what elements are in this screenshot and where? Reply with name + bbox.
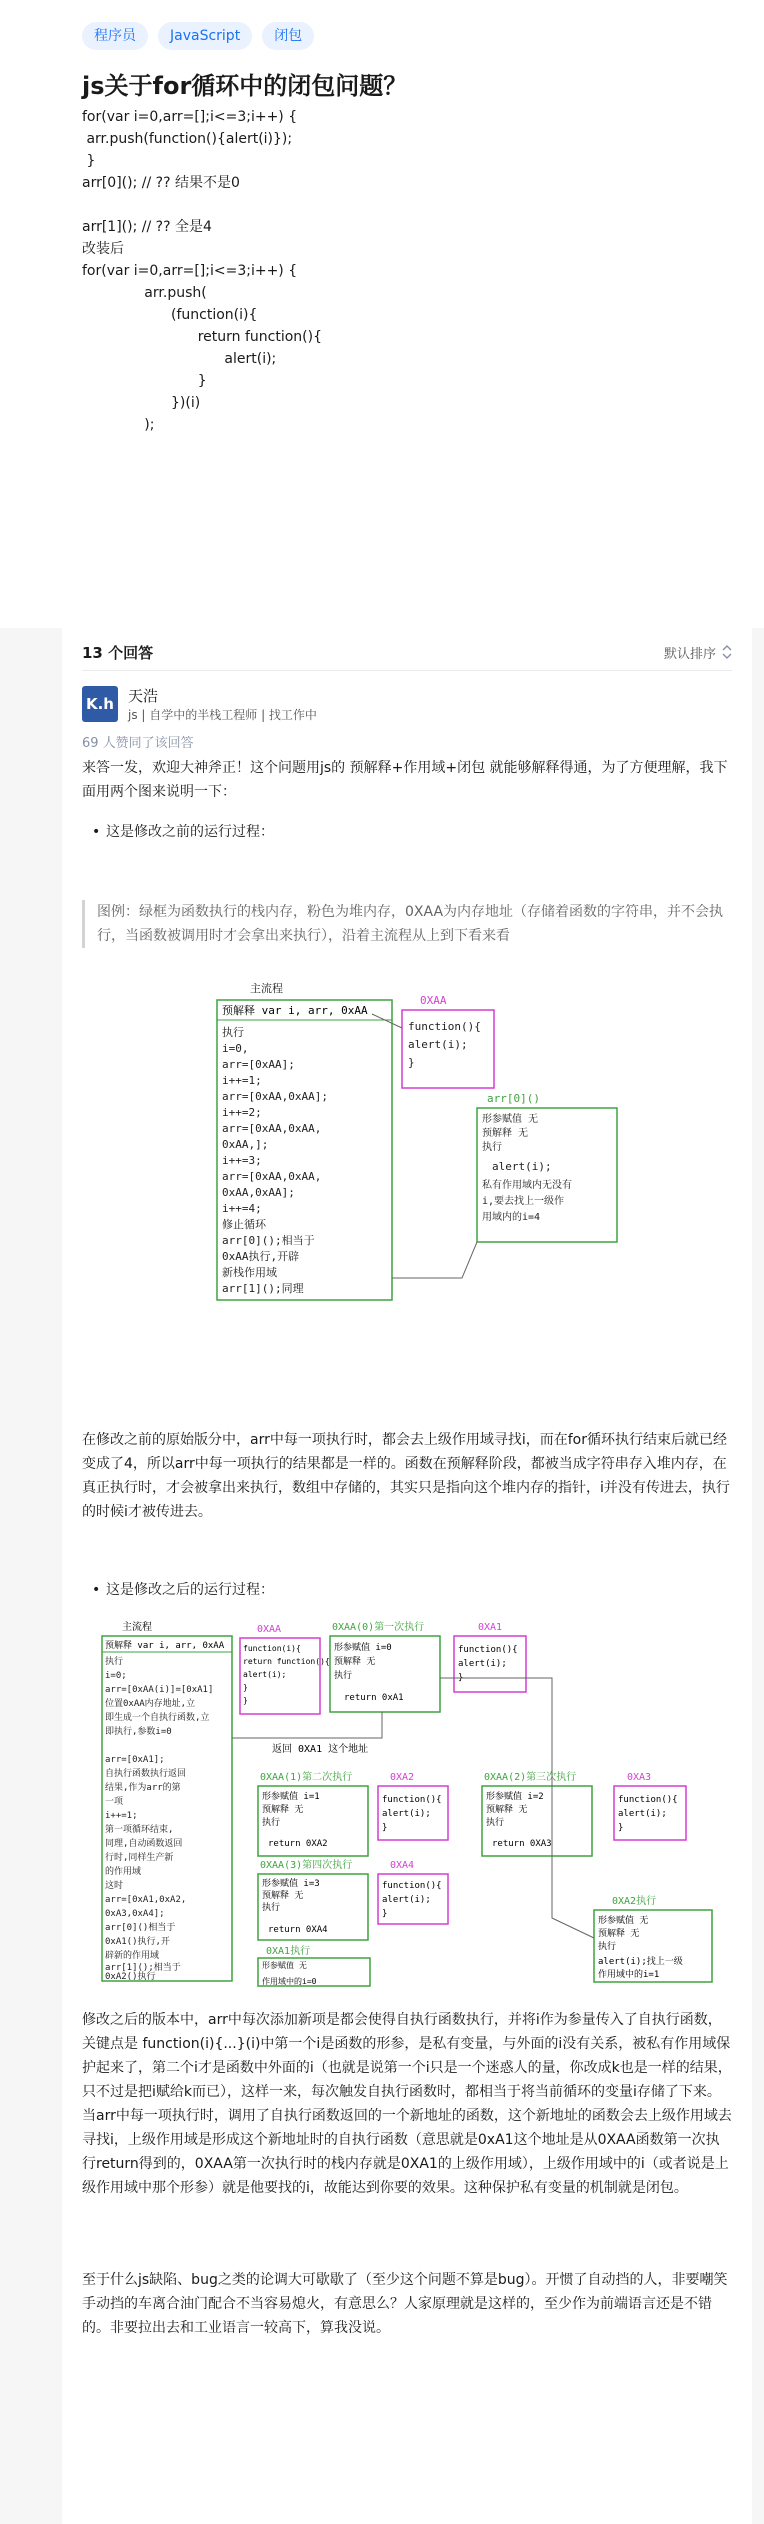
tag-closure[interactable]: 闭包 <box>262 22 314 50</box>
d1-exec-rows <box>482 1112 572 1223</box>
d2-heap-line: alert(i); <box>243 1670 287 1679</box>
d2-top-row: 预解释 无 <box>334 1657 376 1667</box>
d2-line: 自执行函数执行返回 <box>105 1769 187 1779</box>
d2-a4-line: function(){ <box>382 1881 442 1891</box>
d2-fourth-row: return 0XA4 <box>268 1925 328 1935</box>
d2-heap-line: function(i){ <box>243 1644 301 1653</box>
d2-fourth-row: 形参赋值 i=3 <box>262 1879 320 1889</box>
d2-a1-line: function(){ <box>458 1645 518 1655</box>
d2-a3-line: function(){ <box>618 1795 678 1805</box>
d2-a4-line: } <box>382 1909 388 1919</box>
code-line: ); <box>82 417 155 433</box>
code-line: arr[0](); // ?? 结果不是0 <box>82 175 240 191</box>
d1-line: i++=4; <box>222 1202 262 1215</box>
d2-line: 0xA3,0xA4]; <box>105 1909 165 1919</box>
d1-exec-line: alert(i); <box>492 1160 552 1173</box>
code-line: (function(i){ <box>82 307 258 323</box>
d1-line: arr=[0xAA,0xAA]; <box>222 1090 328 1103</box>
d1-exec-line: 私有作用域内无没有 <box>482 1180 572 1191</box>
d1-line: arr=[0xAA]; <box>222 1058 295 1071</box>
d2-second-row: return 0XA2 <box>268 1839 328 1849</box>
d2-line: 行时,同样生产新 <box>105 1853 174 1863</box>
para-after: 修改之后的版本中，arr中每次添加新项是都会使得自执行函数执行，并将i作为参量传入了自执行函数，关键点是 function(i){...}(i)中第一个i是函数的形参，是私有变量，与外面的i没有关系，被私有作用域保护起来了，第二个i才是函数中外面的i（也就是说第一个i只是一个迷惑人的量，你改成k也是一样的结果，只不过是把i赋给k而已），这样一来，每次触发自执行函数时，都相当于将当前循环的变量i存储了下来。当arr中每一项执行时，调用了自执行函数返回的一个新地址的函数，这个新地址的函数会去上级作用域去寻找i，上级作用域是形成这个新地址时的自执行函数（意思就是0xA1这个地址是从0XAA函数第一次执行return得到的，0XAA第一次执行时的栈内存就是0XA1的上级作用域），上级作用域中的i（或者说是上级作用域中那个形参）就是他要找的i，故能达到你要的效果。这种保护私有变量的机制就是闭包。 <box>82 2012 732 2196</box>
d1-exec-row: 预解释 无 <box>482 1128 529 1139</box>
d2-top-row: 形参赋值 i=0 <box>334 1643 392 1653</box>
para-conclusion: 至于什么js缺陷、bug之类的论调大可歇歇了（至少这个问题不算是bug）。开惯了自动挡的人，非要嘲笑手动挡的车离合油门配合不当容易熄火，有意思么？人家原理就是这样的，至少作为前端语言还是不错的。非要拉出去和工业语言一较高下，算我没说。 <box>82 2272 728 2336</box>
d2-heap-label: 0XAA <box>257 1624 282 1635</box>
d2-line: i++=1; <box>105 1811 138 1821</box>
d1-line: i++=3; <box>222 1154 262 1167</box>
d2-heap-lines <box>243 1644 330 1705</box>
d2-line: 位置0xAA内存地址,立 <box>105 1699 196 1709</box>
d2-ex2-row: 执行 <box>598 1942 617 1952</box>
d2-third-title: 0XAA(2)第三次执行 <box>484 1772 577 1783</box>
d1-exec-row: 形参赋值 无 <box>482 1114 539 1125</box>
diagram-after <box>82 1618 732 1988</box>
d1-line: 新栈作用域 <box>222 1266 277 1279</box>
d2-second-rows <box>262 1790 328 1849</box>
d1-line: arr=[0xAA,0xAA, <box>222 1170 322 1183</box>
d1-line: arr[1]();同理 <box>222 1282 304 1295</box>
d2-a4-lines <box>382 1881 442 1919</box>
code-line: return function(){ <box>82 329 322 345</box>
d2-second-row: 形参赋值 i=1 <box>262 1792 320 1802</box>
d2-ex2-rows <box>598 1914 683 1980</box>
code-line: 改装后 <box>82 241 124 257</box>
d2-line: 第一项循环结束, <box>105 1825 174 1835</box>
d2-line: 结果,作为arr的第 <box>105 1783 181 1793</box>
d2-a4-label: 0XA4 <box>390 1860 415 1871</box>
d2-ex1-row: 作用域中的i=0 <box>262 1977 317 1986</box>
d2-ex1-row: 形参赋值 无 <box>262 1961 307 1970</box>
d1-exec-line: i,要去找上一级作 <box>482 1196 565 1207</box>
d2-heap-line: } <box>243 1696 248 1705</box>
d2-a1-lines <box>458 1645 518 1683</box>
d1-line: 执行 <box>222 1026 244 1039</box>
d1-line: arr=[0xAA,0xAA, <box>222 1122 322 1135</box>
d2-line: arr=[0xA1]; <box>105 1755 165 1765</box>
vote-count: 69 人赞同了该回答 <box>82 736 194 751</box>
arrow-icon <box>392 1242 477 1278</box>
d1-title: 主流程 <box>250 982 283 995</box>
d2-title: 主流程 <box>122 1622 152 1633</box>
d2-top-title: 0XAA(0)第一次执行 <box>332 1622 425 1633</box>
d2-line: 执行 <box>105 1657 124 1667</box>
legend-quote: 图例：绿框为函数执行的栈内存，粉色为堆内存，0XAA为内存地址（存储着函数的字符串，并不会执行，当函数被调用时才会拿出来执行），沿着主流程从上到下看来看 <box>82 900 737 948</box>
code-line: for(var i=0,arr=[];i<=3;i++) { <box>82 263 298 279</box>
d1-line: i=0, <box>222 1042 249 1055</box>
d2-a3-line: } <box>618 1823 624 1833</box>
d2-top-row: 执行 <box>334 1671 353 1681</box>
d2-a2-lines <box>382 1795 442 1833</box>
code-line <box>82 194 322 216</box>
d2-third-row: 执行 <box>486 1818 505 1828</box>
d2-a2-line: function(){ <box>382 1795 442 1805</box>
sort-icon <box>722 645 732 659</box>
d1-line: 0xAA执行,开辟 <box>222 1250 300 1263</box>
d2-ex2-row: alert(i);找上一级 <box>598 1957 683 1967</box>
d2-line: 0xA2()执行 <box>105 1972 156 1982</box>
d2-fourth-row: 预解释 无 <box>262 1891 304 1901</box>
d2-second-row: 预解释 无 <box>262 1805 304 1815</box>
d2-third-row: 形参赋值 i=2 <box>486 1792 544 1802</box>
d2-line: i=0; <box>105 1671 127 1681</box>
code-line: alert(i); <box>82 351 277 367</box>
d2-a1-line: alert(i); <box>458 1659 507 1669</box>
question-body <box>82 106 322 436</box>
code-line: for(var i=0,arr=[];i<=3;i++) { <box>82 109 298 125</box>
d2-second-row: 执行 <box>262 1818 281 1828</box>
d2-ex1-rows <box>262 1960 317 1986</box>
tag-javascript[interactable]: JavaScript <box>158 22 252 50</box>
sort-button[interactable] <box>664 643 732 662</box>
d2-a3-line: alert(i); <box>618 1809 667 1819</box>
sort-label: 默认排序 <box>663 646 716 662</box>
d2-a4-line: alert(i); <box>382 1895 431 1905</box>
d2-a3-lines <box>618 1795 678 1833</box>
d2-line: 即执行,参数i=0 <box>105 1727 172 1737</box>
d2-a2-line: } <box>382 1823 388 1833</box>
arrow-icon <box>232 1712 382 1738</box>
d2-ex2-row: 形参赋值 无 <box>598 1916 649 1926</box>
d2-line: 这时 <box>105 1881 124 1891</box>
d1-heap-line: function(){ <box>408 1020 481 1033</box>
author-name[interactable]: 天浩 <box>128 687 159 705</box>
d2-line: 即生成一个自执行函数,立 <box>105 1713 210 1723</box>
d2-a2-line: alert(i); <box>382 1809 431 1819</box>
d2-third-row: return 0XA3 <box>492 1839 552 1849</box>
author-bio: js | 自学中的半栈工程师 | 找工作中 <box>128 708 317 722</box>
d2-ex2-row: 作用域中的i=1 <box>598 1970 660 1980</box>
d1-line: i++=1; <box>222 1074 262 1087</box>
code-line: })(i) <box>82 395 201 411</box>
arrow-icon <box>372 1014 402 1028</box>
code-line: arr.push( <box>82 285 207 301</box>
question-card <box>0 0 764 628</box>
d2-line: arr[0]()相当于 <box>105 1923 176 1933</box>
d1-heap-line: } <box>408 1056 415 1069</box>
d2-third-row: 预解释 无 <box>486 1805 528 1815</box>
d1-stack-head: 预解释 var i, arr, 0xAA <box>222 1004 368 1017</box>
tag-programmer[interactable]: 程序员 <box>82 22 148 50</box>
answer-intro: 来答一发，欢迎大神斧正！这个问题用js的 预解释+作用域+闭包 就能够解释得通，为了方便理解，我下面用两个图来说明一下： <box>82 760 728 800</box>
code-line: } <box>82 373 207 389</box>
para-before: 在修改之前的原始版分中，arr中每一项执行时，都会去上级作用域寻找i，而在for循环执行结束后就已经变成了4，所以arr中每一项执行的结果都是一样的。函数在预解释阶段，都被当成字符串存入堆内存，在真正执行时，才会被拿出来执行，数组中存储的，其实只是指向这个堆内存的指针，i并没有传进去，执行的时候i才被传进去。 <box>82 1432 730 1520</box>
d1-exec-line: 用域内的i=4 <box>482 1212 541 1223</box>
d2-a1-label: 0XA1 <box>478 1622 503 1633</box>
d2-fourth-row: 执行 <box>262 1903 281 1913</box>
code-line: arr[1](); // ?? 全是4 <box>82 219 212 235</box>
d1-heap-line: alert(i); <box>408 1038 468 1051</box>
d2-fourth-rows <box>262 1877 328 1935</box>
answers-header <box>82 634 732 671</box>
d2-line: 辟新的作用域 <box>105 1951 160 1961</box>
d1-stack-lines <box>222 1025 328 1295</box>
answer-count: 13 个回答 <box>82 643 154 662</box>
d2-line: 的作用域 <box>105 1867 142 1877</box>
d2-line: arr[1]();相当于 <box>105 1963 181 1973</box>
code-line: } <box>82 153 96 169</box>
code-line: arr.push(function(){alert(i)}); <box>82 131 293 147</box>
d2-third-rows <box>486 1790 552 1849</box>
d1-heap-label: 0XAA <box>420 994 447 1007</box>
d2-ex2-row: 预解释 无 <box>598 1929 640 1939</box>
d2-a2-label: 0XA2 <box>390 1772 415 1783</box>
d1-heap-lines <box>408 1020 481 1069</box>
d1-line: 修止循环 <box>222 1218 266 1231</box>
diagram-before <box>132 978 652 1338</box>
d2-ex1-title: 0XA1执行 <box>266 1946 311 1957</box>
answer-list <box>62 628 752 2524</box>
topic-tags <box>82 22 314 50</box>
d2-second-title: 0XAA(1)第二次执行 <box>260 1772 353 1783</box>
d2-line: arr=[0xAA(i)]=[0xA1] <box>105 1685 214 1695</box>
d2-a1-line: } <box>458 1673 464 1683</box>
bullet-after: • 这是修改之后的运行过程： <box>106 1578 274 1602</box>
answer-author <box>82 686 317 724</box>
d2-a3-label: 0XA3 <box>627 1772 652 1783</box>
d2-line: 同理,自动函数返回 <box>105 1839 183 1849</box>
d2-return-note: 返回 0XA1 这个地址 <box>272 1744 369 1755</box>
d2-heap-line: } <box>243 1683 248 1692</box>
d1-line: 0xAA,0xAA]; <box>222 1186 295 1199</box>
d2-top-row: return 0xA1 <box>344 1693 404 1703</box>
d1-exec-title: arr[0]() <box>487 1092 540 1105</box>
d2-top-rows <box>334 1641 404 1703</box>
d2-line: 0xA1()执行,开 <box>105 1937 170 1947</box>
d1-line: i++=2; <box>222 1106 262 1119</box>
d1-line: arr[0]();相当于 <box>222 1234 315 1247</box>
bullet-before: • 这是修改之前的运行过程： <box>106 820 274 844</box>
d2-heap-line: return function(){ <box>243 1657 330 1666</box>
d1-line: 0xAA,]; <box>222 1138 269 1151</box>
d2-line: arr=[0xA1,0xA2, <box>105 1895 187 1905</box>
avatar[interactable]: K.h <box>82 686 118 722</box>
d1-exec-row: 执行 <box>482 1142 502 1153</box>
d2-fourth-title: 0XAA(3)第四次执行 <box>260 1860 353 1871</box>
d2-ex2-title: 0XA2执行 <box>612 1896 657 1907</box>
question-title: js关于for循环中的闭包问题？ <box>82 72 408 100</box>
d2-main-lines <box>105 1655 213 1982</box>
d2-main-head: 预解释 var i, arr, 0xAA <box>105 1641 225 1651</box>
d2-line: 一项 <box>105 1797 124 1807</box>
